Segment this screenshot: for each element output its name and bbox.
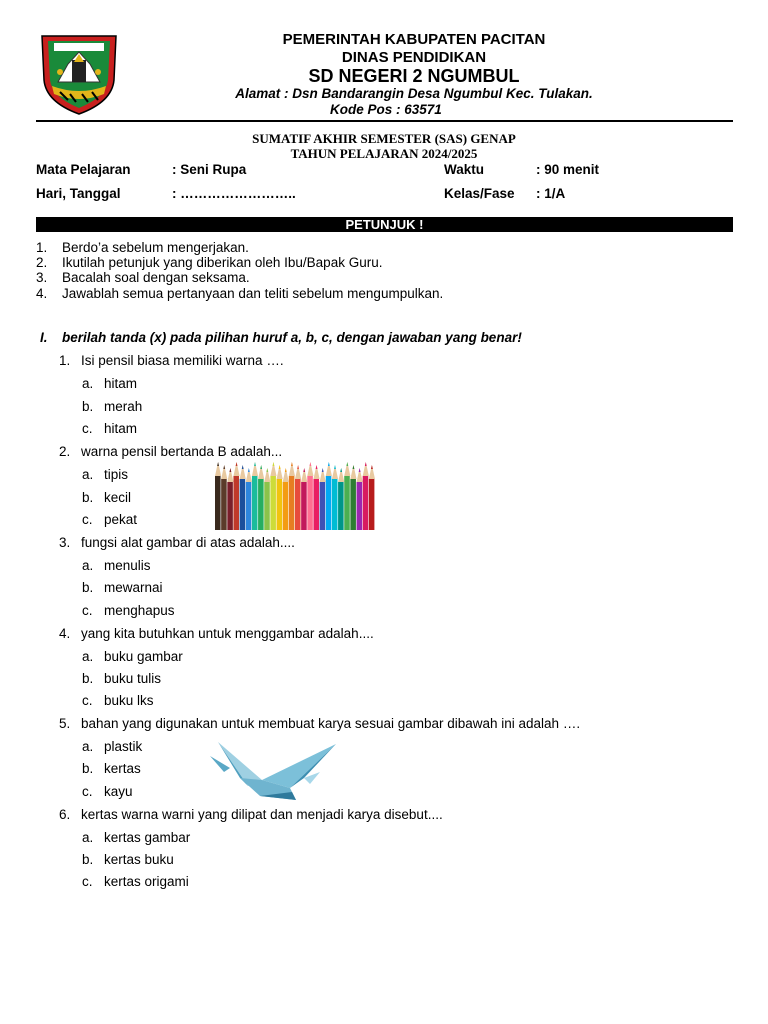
pencil-body bbox=[252, 476, 258, 530]
pencil-body bbox=[270, 476, 276, 530]
pencil-body bbox=[301, 482, 307, 530]
option[interactable]: b. kecil bbox=[82, 490, 132, 505]
pencil-lead bbox=[322, 468, 324, 472]
option[interactable]: c. kertas origami bbox=[82, 874, 189, 889]
option[interactable]: a. menulis bbox=[82, 558, 151, 573]
pencil-body bbox=[357, 482, 363, 530]
question-4: 4. yang kita butuhkan untuk menggambar adalah.... bbox=[59, 626, 374, 641]
pencil-body bbox=[363, 476, 369, 530]
pencil-body bbox=[277, 479, 283, 530]
option[interactable]: a. hitam bbox=[82, 376, 138, 391]
colored-pencils-image bbox=[215, 460, 375, 530]
question-5: 5. bahan yang digunakan untuk membuat karya sesuai gambar dibawah ini adalah …. bbox=[59, 716, 581, 731]
option[interactable]: c. hitam bbox=[82, 421, 138, 436]
pencil-body bbox=[295, 479, 301, 530]
option[interactable]: a. tipis bbox=[82, 467, 129, 482]
header-school-name: SD NEGERI 2 NGUMBUL bbox=[308, 66, 520, 86]
pencil-lead bbox=[353, 465, 355, 469]
pencil-lead bbox=[303, 468, 305, 472]
pencil-lead bbox=[309, 462, 311, 466]
pencil-lead bbox=[316, 465, 318, 469]
date-label: Hari, Tanggal bbox=[36, 186, 121, 201]
option[interactable]: c. menghapus bbox=[82, 603, 175, 618]
time-label: Waktu bbox=[444, 162, 484, 177]
instruction-item: 4. Jawablah semua pertanyaan dan teliti sebelum mengumpulkan. bbox=[36, 286, 444, 301]
question-1: 1. Isi pensil biasa memiliki warna …. bbox=[59, 353, 284, 368]
time-value: : 90 menit bbox=[536, 162, 600, 177]
header-government: PEMERINTAH KABUPATEN PACITAN bbox=[282, 31, 546, 48]
pencil-lead bbox=[254, 462, 256, 466]
pencil-lead bbox=[365, 462, 367, 466]
pencil-body bbox=[227, 482, 233, 530]
pencil-body bbox=[289, 476, 295, 530]
pencil-lead bbox=[291, 462, 293, 466]
exam-year: TAHUN PELAJARAN 2024/2025 bbox=[290, 146, 478, 161]
instruction-item: 3. Bacalah soal dengan seksama. bbox=[36, 270, 250, 285]
option[interactable]: b. kertas buku bbox=[82, 852, 174, 867]
pencil-body bbox=[246, 482, 252, 530]
header-department: DINAS PENDIDIKAN bbox=[341, 49, 487, 66]
option[interactable]: b. kertas bbox=[82, 761, 141, 776]
option[interactable]: b. merah bbox=[82, 399, 143, 414]
pencil-lead bbox=[248, 468, 250, 472]
header-divider bbox=[36, 120, 733, 122]
pencil-body bbox=[240, 479, 246, 530]
instruction-item: 1. Berdo’a sebelum mengerjakan. bbox=[36, 240, 249, 255]
pencil-lead bbox=[273, 462, 275, 466]
pencil-lead bbox=[236, 462, 238, 466]
pencil-body bbox=[320, 482, 326, 530]
date-value: : …………………….. bbox=[172, 186, 296, 201]
pencil-body bbox=[338, 482, 344, 530]
pencil-body bbox=[332, 479, 338, 530]
class-value: : 1/A bbox=[536, 186, 566, 201]
pencil-body bbox=[326, 476, 332, 530]
pencil-body bbox=[283, 482, 289, 530]
pencil-body bbox=[350, 479, 356, 530]
instructions-heading: PETUNJUK ! bbox=[36, 217, 733, 232]
class-label: Kelas/Fase bbox=[444, 186, 515, 201]
pencil-body bbox=[313, 479, 319, 530]
pencil-body bbox=[258, 479, 264, 530]
option[interactable]: c. kayu bbox=[82, 784, 133, 799]
question-3: 3. fungsi alat gambar di atas adalah.... bbox=[59, 535, 295, 550]
pencil-lead bbox=[223, 465, 225, 469]
option[interactable]: b. buku tulis bbox=[82, 671, 162, 686]
option[interactable]: c. pekat bbox=[82, 512, 138, 527]
pencil-lead bbox=[340, 468, 342, 472]
pencil-body bbox=[344, 476, 350, 530]
header-address: Alamat : Dsn Bandarangin Desa Ngumbul Kec. Tulakan. bbox=[235, 86, 593, 101]
option[interactable]: a. kertas gambar bbox=[82, 830, 191, 845]
pencil-body bbox=[221, 479, 227, 530]
pencil-body bbox=[233, 476, 239, 530]
pencil-lead bbox=[242, 465, 244, 469]
pencil-body bbox=[215, 476, 221, 530]
pencil-lead bbox=[346, 462, 348, 466]
pencil-lead bbox=[328, 462, 330, 466]
section-heading: I. berilah tanda (x) pada pilihan huruf a, b, c, dengan jawaban yang benar! bbox=[40, 330, 522, 345]
subject-label: Mata Pelajaran bbox=[36, 162, 131, 177]
pencil-lead bbox=[334, 465, 336, 469]
option[interactable]: c. buku lks bbox=[82, 693, 154, 708]
pencil-lead bbox=[297, 465, 299, 469]
pencil-body bbox=[264, 482, 270, 530]
pencil-lead bbox=[260, 465, 262, 469]
pencil-lead bbox=[266, 468, 268, 472]
instruction-item: 2. Ikutilah petunjuk yang diberikan oleh Ibu/Bapak Guru. bbox=[36, 255, 383, 270]
pencil-lead bbox=[229, 468, 231, 472]
option[interactable]: a. plastik bbox=[82, 739, 143, 754]
pencil-lead bbox=[217, 462, 219, 466]
question-6: 6. kertas warna warni yang dilipat dan menjadi karya disebut.... bbox=[59, 807, 443, 822]
subject-value: : Seni Rupa bbox=[172, 162, 247, 177]
pencil-lead bbox=[371, 465, 373, 469]
pencil-lead bbox=[359, 468, 361, 472]
pencil-body bbox=[307, 476, 313, 530]
option[interactable]: b. mewarnai bbox=[82, 580, 163, 595]
question-2: 2. warna pensil bertanda B adalah... bbox=[59, 444, 283, 459]
pencil-lead bbox=[285, 468, 287, 472]
pencil-lead bbox=[279, 465, 281, 469]
exam-title: SUMATIF AKHIR SEMESTER (SAS) GENAP bbox=[252, 131, 516, 146]
pencil-body bbox=[369, 479, 375, 530]
origami-crane-image bbox=[200, 738, 338, 804]
option[interactable]: a. buku gambar bbox=[82, 649, 183, 664]
header-postal-code: Kode Pos : 63571 bbox=[330, 102, 442, 117]
